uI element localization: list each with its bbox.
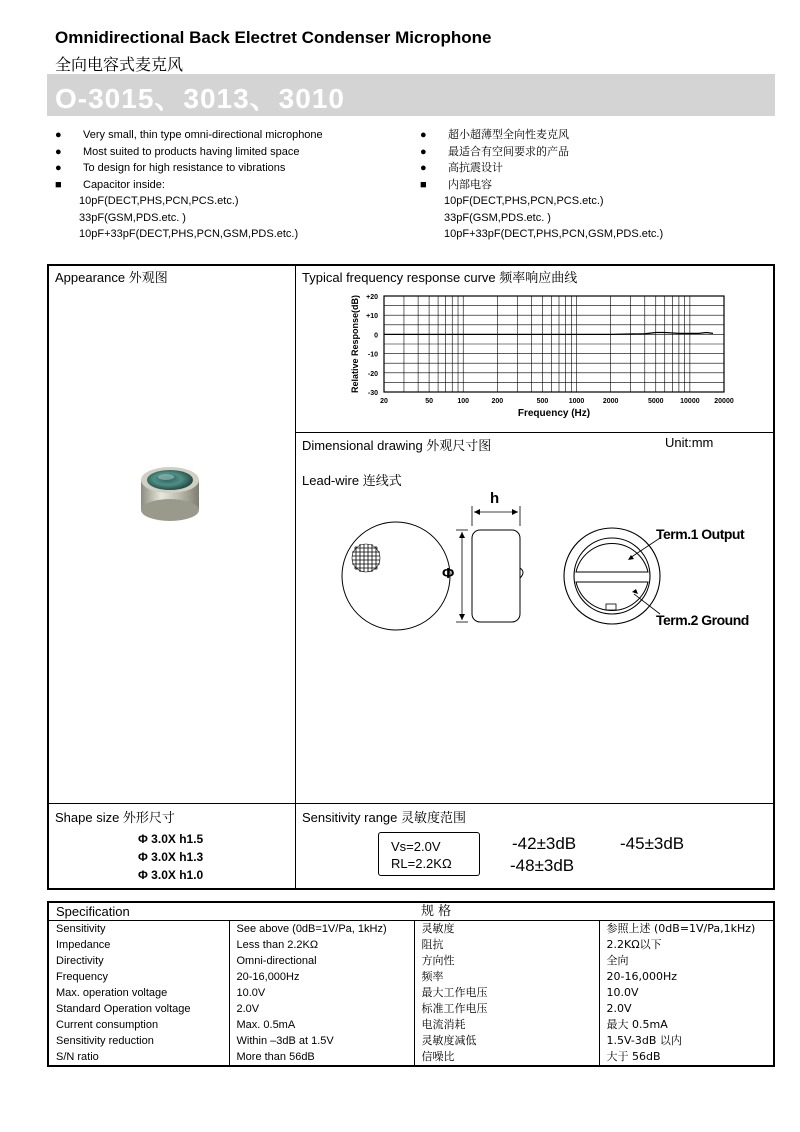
- spec-name: Max. operation voltage: [49, 985, 229, 1001]
- unit-label: Unit:mm: [665, 435, 714, 450]
- microphone-photo: [130, 462, 210, 524]
- spec-name: Current consumption: [49, 1017, 229, 1033]
- spec-name-cn: 最大工作电压: [414, 985, 599, 1001]
- table-row: [49, 985, 773, 1001]
- feature-item: ■ Capacitor inside:: [55, 178, 165, 191]
- chart-y-axis-label: Relative Response(dB): [350, 294, 360, 394]
- spec-value: 10.0V: [229, 985, 414, 1001]
- model-banner: [47, 74, 775, 116]
- spec-name-cn: 方向性: [414, 953, 599, 969]
- x-tick-label: 100: [457, 398, 470, 405]
- spec-name: S/N ratio: [49, 1049, 229, 1065]
- x-tick-label: 10000: [680, 398, 700, 405]
- chart-x-axis-label: Frequency (Hz): [517, 408, 591, 419]
- spec-name: Sensitivity: [49, 921, 229, 938]
- document-subtitle: 全向电容式麦克风: [55, 55, 184, 74]
- y-tick-label: +20: [366, 294, 378, 301]
- spec-value-cn: 1.5V-3dB 以内: [606, 1034, 682, 1047]
- spec-name-cn: 灵敏度减低: [414, 1033, 599, 1049]
- feature-item: ● Very small, thin type omni-directional microphone: [55, 129, 323, 141]
- x-tick-label: 5000: [647, 398, 664, 405]
- shape-size-list: [138, 830, 203, 884]
- table-row: [49, 1033, 773, 1049]
- spec-name-cn: 灵敏度: [414, 921, 599, 938]
- table-row: [49, 921, 773, 938]
- spec-value: Less than 2.2KΩ: [229, 937, 414, 953]
- term2-label: Term.2 Ground: [656, 612, 749, 628]
- panel-divider-freq: [295, 432, 775, 433]
- spec-value-cn: 参照上述 (0dB=1V/Pa,1kHz): [606, 922, 756, 935]
- model-numbers: O-3015、3013、3010: [55, 83, 345, 114]
- feature-item-cn: ● 超小超薄型全向性麦克风: [420, 128, 569, 141]
- spec-value: See above (0dB=1V/Pa, 1kHz): [229, 921, 414, 938]
- spec-value-cn: 最大 0.5mA: [606, 1018, 668, 1031]
- x-tick-label: 20000: [714, 398, 734, 405]
- table-row: [49, 937, 773, 953]
- table-row: [49, 1001, 773, 1017]
- appearance-label: Appearance 外观图: [55, 270, 168, 285]
- front-view: [342, 522, 450, 630]
- panel-divider-vertical: [295, 264, 296, 890]
- feature-item: ● Most suited to products having limited space: [55, 145, 300, 158]
- spec-name: Directivity: [49, 953, 229, 969]
- y-tick-label: 0: [374, 332, 378, 340]
- specification-table: [47, 901, 775, 1067]
- spec-name: Sensitivity reduction: [49, 1033, 229, 1049]
- x-tick-label: 20: [380, 398, 388, 405]
- shape-size-item: Φ 3.0X h1.0: [138, 868, 204, 882]
- spec-value: Within –3dB at 1.5V: [229, 1033, 414, 1049]
- spec-value-cn: 2.0V: [606, 1002, 632, 1015]
- term1-label: Term.1 Output: [656, 526, 745, 542]
- spec-name: Impedance: [49, 937, 229, 953]
- spec-value-cn: 大于 56dB: [606, 1050, 661, 1063]
- rear-view: [564, 528, 660, 624]
- x-tick-label: 50: [425, 398, 433, 405]
- features-en: [55, 127, 405, 243]
- spec-name: Standard Operation voltage: [49, 1001, 229, 1017]
- table-row: [49, 1049, 773, 1065]
- features-cn: [420, 127, 770, 243]
- spec-value-cn: 2.2KΩ以下: [606, 938, 662, 951]
- spec-value: 2.0V: [229, 1001, 414, 1017]
- spec-name-cn: 电流消耗: [414, 1017, 599, 1033]
- dimensional-label: Dimensional drawing 外观尺寸图: [302, 438, 492, 453]
- supply-voltage: Vs=2.0V: [391, 839, 441, 854]
- document-title: Omnidirectional Back Electret Condenser Microphone: [55, 28, 492, 47]
- capacitor-item: 33pF(GSM,PDS.etc. ): [79, 211, 186, 224]
- table-row: [49, 953, 773, 969]
- leadwire-label: Lead-wire 连线式: [302, 473, 402, 488]
- shape-size-item: Φ 3.0X h1.3: [138, 850, 204, 864]
- spec-name-cn: 标准工作电压: [414, 1001, 599, 1017]
- frequency-response-chart: [340, 290, 740, 430]
- spec-name-cn: 阻抗: [414, 937, 599, 953]
- y-tick-label: +10: [366, 313, 378, 321]
- spec-name-cn: 频率: [414, 969, 599, 985]
- capacitor-item-cn: 33pF(GSM,PDS.etc. ): [444, 211, 551, 224]
- y-tick-label: -30: [367, 390, 378, 397]
- feature-item-cn: ● 高抗震设计: [420, 161, 503, 174]
- test-condition-box: [378, 832, 480, 876]
- spec-header-en: Specification: [49, 903, 414, 921]
- y-tick-label: -10: [367, 351, 378, 359]
- shape-size-label: Shape size 外形尺寸: [55, 810, 175, 825]
- dimension-phi-label: Φ: [442, 565, 455, 582]
- capacitor-item: 10pF(DECT,PHS,PCN,PCS.etc.): [79, 195, 239, 207]
- x-tick-label: 1000: [568, 398, 585, 405]
- x-tick-label: 200: [491, 398, 504, 405]
- table-row: [49, 969, 773, 985]
- panel-divider-bottom: [47, 803, 775, 804]
- spec-value: 20-16,000Hz: [229, 969, 414, 985]
- spec-value: Max. 0.5mA: [229, 1017, 414, 1033]
- feature-item-cn: ■ 内部电容: [420, 177, 492, 191]
- capacitor-item: 10pF+33pF(DECT,PHS,PCN,GSM,PDS.etc.): [79, 228, 299, 240]
- capacitor-item-cn: 10pF(DECT,PHS,PCN,PCS.etc.): [444, 195, 604, 207]
- dimension-h-label: h: [490, 490, 500, 507]
- feature-item-cn: ● 最适合有空间要求的产品: [420, 144, 569, 158]
- sensitivity-value-3015: -42±3dB: [512, 834, 577, 853]
- sensitivity-range-label: Sensitivity range 灵敏度范围: [302, 810, 466, 825]
- sensitivity-value-3010: -48±3dB: [510, 856, 575, 875]
- x-tick-label: 2000: [602, 398, 619, 405]
- capacitor-item-cn: 10pF+33pF(DECT,PHS,PCN,GSM,PDS.etc.): [444, 228, 664, 240]
- spec-value-cn: 20-16,000Hz: [606, 970, 678, 983]
- spec-value: Omni-directional: [229, 953, 414, 969]
- spec-name-cn: 信噪比: [414, 1049, 599, 1065]
- load-resistance: RL=2.2KΩ: [391, 856, 452, 871]
- spec-header-cn: 规 格: [414, 903, 773, 921]
- spec-value: More than 56dB: [229, 1049, 414, 1065]
- shape-size-item: Φ 3.0X h1.5: [138, 832, 204, 846]
- spec-header-row: [49, 903, 773, 921]
- x-tick-label: 500: [536, 398, 549, 405]
- spec-value-cn: 10.0V: [606, 986, 639, 999]
- spec-name: Frequency: [49, 969, 229, 985]
- frequency-label: Typical frequency response curve 频率响应曲线: [302, 270, 578, 285]
- spec-value-cn: 全向: [606, 954, 629, 967]
- side-view: [456, 506, 523, 622]
- feature-item: ● To design for high resistance to vibrations: [55, 162, 286, 174]
- table-row: [49, 1017, 773, 1033]
- y-tick-label: -20: [367, 370, 378, 378]
- sensitivity-value-3013: -45±3dB: [620, 834, 685, 853]
